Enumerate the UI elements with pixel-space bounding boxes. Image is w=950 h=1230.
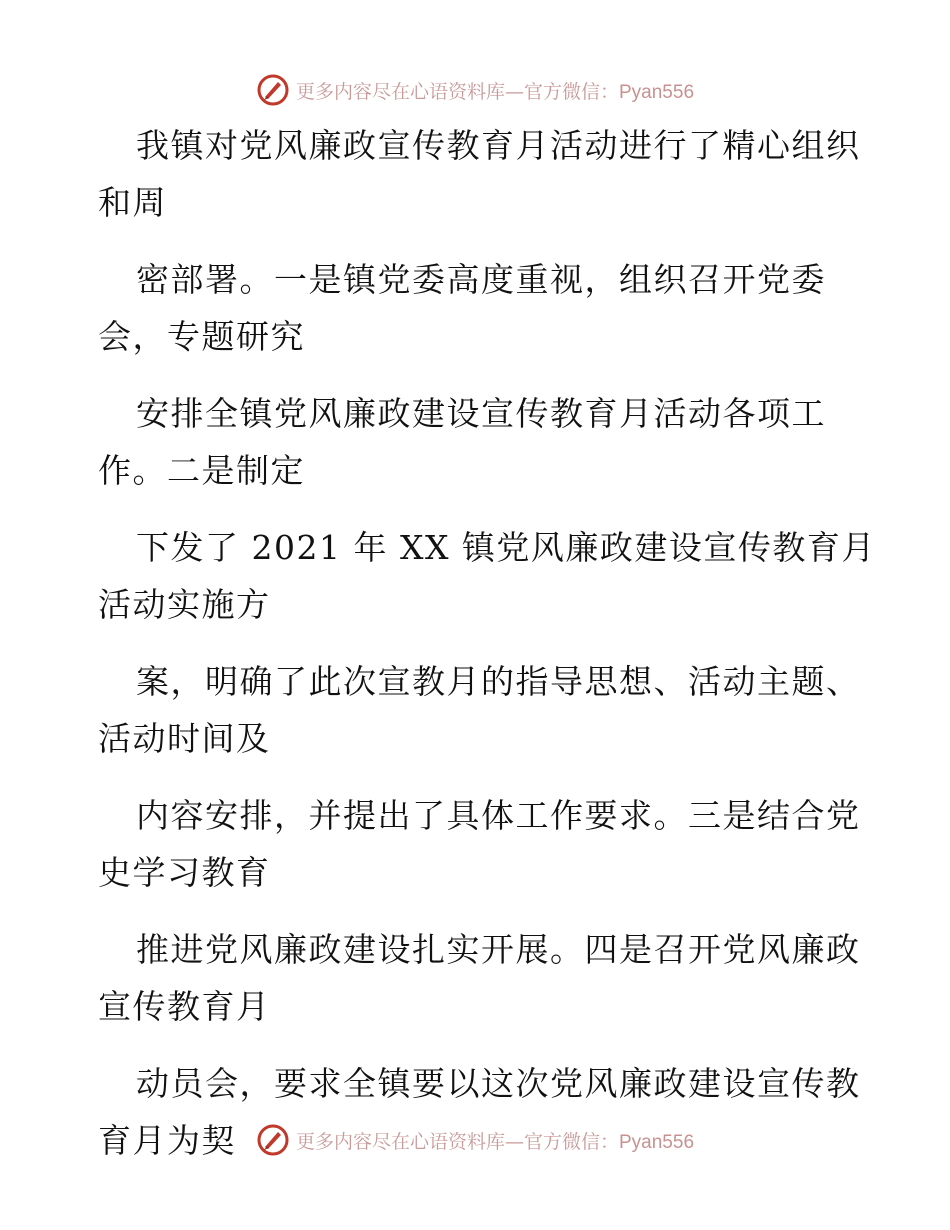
paragraph [0, 126, 950, 222]
paragraph-line: 安排全镇党风廉政建设宣传教育月活动各项工 [136, 394, 826, 433]
paragraph [0, 662, 950, 758]
header-banner [0, 70, 950, 110]
header-banner-text: 更多内容尽在心语资料库—官方微信：Pyan556 [295, 80, 695, 103]
paragraph-line: 史学习教育 [98, 853, 271, 892]
paragraph-line: 动员会，要求全镇要以这次党风廉政建设宣传教 [136, 1064, 861, 1103]
paragraph-line: 我镇对党风廉政宣传教育月活动进行了精心组织 [136, 126, 861, 165]
paragraph [0, 796, 950, 892]
paragraph-line: 宣传教育月 [98, 987, 271, 1026]
paragraph-line: 作。二是制定 [98, 451, 305, 490]
paragraph-line: 会，专题研究 [98, 317, 305, 356]
paragraph [0, 528, 950, 624]
paragraph [0, 260, 950, 356]
paragraph-line: 下发了 2021 年 XX 镇党风廉政建设宣传教育月 [136, 528, 876, 567]
paragraph-line: 和周 [98, 183, 167, 222]
paragraph-line: 案，明确了此次宣教月的指导思想、活动主题、 [136, 662, 861, 701]
paragraph-line: 活动实施方 [98, 585, 271, 624]
quill-logo-icon [256, 73, 290, 107]
wechat-id: Pyan556 [619, 81, 695, 103]
footer-banner [0, 1120, 950, 1160]
paragraph-line: 密部署。一是镇党委高度重视，组织召开党委 [136, 260, 826, 299]
document-body [0, 126, 950, 1160]
paragraph-line: 活动时间及 [98, 719, 271, 758]
wechat-id: Pyan556 [619, 1131, 695, 1153]
paragraph-line: 内容安排，并提出了具体工作要求。三是结合党 [136, 796, 861, 835]
quill-logo-icon [256, 1123, 290, 1157]
paragraph-line: 育月为契 [98, 1121, 236, 1160]
paragraph [0, 394, 950, 490]
footer-banner-text: 更多内容尽在心语资料库—官方微信：Pyan556 [295, 1130, 695, 1153]
paragraph [0, 930, 950, 1026]
paragraph-line: 推进党风廉政建设扎实开展。四是召开党风廉政 [136, 930, 861, 969]
